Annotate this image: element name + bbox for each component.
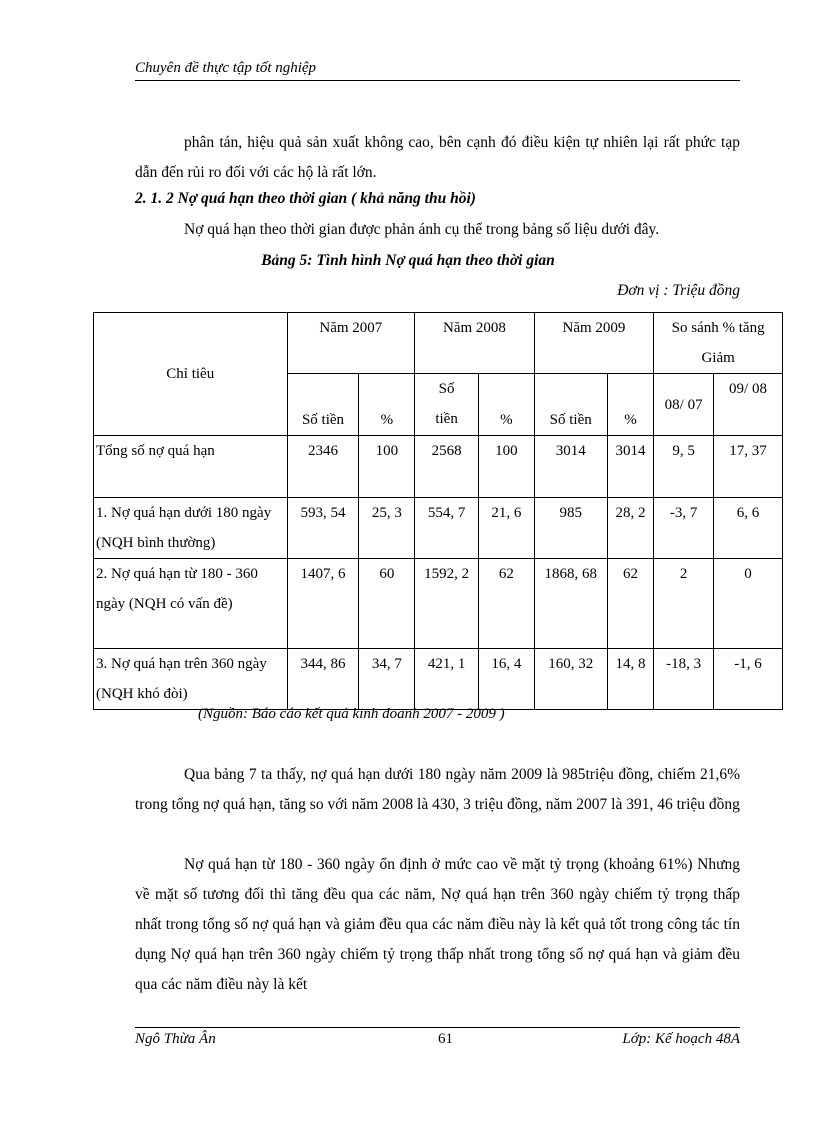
- cell-amount-2009: 3014: [534, 436, 607, 498]
- header-percent-2007: %: [359, 374, 415, 436]
- cell-amount-2007: 344, 86: [287, 649, 359, 710]
- cell-compare-0807: 2: [654, 559, 714, 649]
- row-label: 1. Nợ quá hạn dưới 180 ngày (NQH bình thường): [94, 498, 288, 559]
- page-footer: [135, 1027, 740, 1050]
- cell-compare-0807: -18, 3: [654, 649, 714, 710]
- cell-percent-2007: 100: [359, 436, 415, 498]
- table-row: [94, 559, 783, 649]
- cell-amount-2009: 985: [534, 498, 607, 559]
- row-label: Tổng số nợ quá hạn: [94, 436, 288, 498]
- header-indicator: Chỉ tiêu: [94, 313, 288, 436]
- analysis-paragraph-2: Nợ quá hạn từ 180 - 360 ngày ổn định ở mức cao về mặt tỷ trọng (khoảng 61%) Nhưng về mặt số tương đối thì tăng đều qua các năm, Nợ quá hạn trên 360 ngày chiếm tỷ trọng thấp nhất trong tổng số nợ quá hạn và giảm đều qua các năm điều này là kết quả tốt trong công tác tín dụng Nợ quá hạn trên 360 ngày chiếm tỷ trọng thấp nhất trong tổng số nợ quá hạn và giảm đều qua các năm điều này là kết: [135, 856, 740, 993]
- header-amount-2007: Số tiền: [287, 374, 359, 436]
- table-unit: Đơn vị : Triệu đồng: [617, 282, 740, 299]
- header-year-2007: Năm 2007: [287, 313, 415, 374]
- cell-amount-2007: 593, 54: [287, 498, 359, 559]
- row-label: 2. Nợ quá hạn từ 180 - 360 ngày (NQH có vấn đề): [94, 559, 288, 649]
- cell-percent-2009: 62: [607, 559, 654, 649]
- cell-compare-0807: 9, 5: [654, 436, 714, 498]
- cell-amount-2008: 421, 1: [415, 649, 479, 710]
- cell-percent-2007: 34, 7: [359, 649, 415, 710]
- cell-percent-2009: 3014: [607, 436, 654, 498]
- overdue-debt-table: [93, 312, 783, 710]
- table-source: (Nguồn: Báo cáo kết quả kinh doanh 2007 - 2009 ): [198, 706, 505, 722]
- header-percent-2009: %: [607, 374, 654, 436]
- header-year-2008: Năm 2008: [415, 313, 535, 374]
- header-percent-2008: %: [479, 374, 535, 436]
- cell-compare-0908: -1, 6: [714, 649, 783, 710]
- cell-amount-2007: 1407, 6: [287, 559, 359, 649]
- cell-percent-2008: 21, 6: [479, 498, 535, 559]
- cell-amount-2008: 554, 7: [415, 498, 479, 559]
- cell-amount-2009: 160, 32: [534, 649, 607, 710]
- footer-class: Lớp: Kế hoạch 48A: [622, 1031, 740, 1047]
- cell-percent-2009: 14, 8: [607, 649, 654, 710]
- table-header-row: [94, 313, 783, 374]
- footer-author: Ngô Thừa Ân: [135, 1031, 216, 1047]
- header-compare-0908: 09/ 08: [714, 374, 783, 436]
- cell-compare-0908: 0: [714, 559, 783, 649]
- section-intro: Nợ quá hạn theo thời gian được phản ánh cụ thể trong bảng số liệu dưới đây.: [184, 221, 660, 238]
- cell-percent-2007: 60: [359, 559, 415, 649]
- analysis-paragraph-1: Qua bảng 7 ta thấy, nợ quá hạn dưới 180 ngày năm 2009 là 985triệu đồng, chiếm 21,6% trong tổng nợ quá hạn, tăng so với năm 2008 là 430, 3 triệu đồng, năm 2007 là 391, 46 triệu đồng: [135, 766, 740, 813]
- cell-amount-2008: 2568: [415, 436, 479, 498]
- cell-percent-2007: 25, 3: [359, 498, 415, 559]
- table-row: [94, 498, 783, 559]
- page-header: [135, 58, 740, 81]
- intro-paragraph: phân tán, hiệu quả sản xuất không cao, bên cạnh đó điều kiện tự nhiên lại rất phức tạp dẫn đến rủi ro đối với các hộ là rất lớn.: [135, 134, 740, 181]
- header-amount-2009: Số tiền: [534, 374, 607, 436]
- cell-amount-2009: 1868, 68: [534, 559, 607, 649]
- header-amount-2008: Số tiền: [415, 374, 479, 436]
- section-heading: 2. 1. 2 Nợ quá hạn theo thời gian ( khả năng thu hồi): [135, 190, 476, 207]
- cell-compare-0807: -3, 7: [654, 498, 714, 559]
- table-row: [94, 649, 783, 710]
- table-caption: Bảng 5: Tình hình Nợ quá hạn theo thời gian: [261, 252, 555, 269]
- cell-compare-0908: 6, 6: [714, 498, 783, 559]
- cell-percent-2008: 100: [479, 436, 535, 498]
- header-compare-0807: 08/ 07: [654, 374, 714, 436]
- cell-compare-0908: 17, 37: [714, 436, 783, 498]
- cell-percent-2008: 16, 4: [479, 649, 535, 710]
- header-title: Chuyên đề thực tập tốt nghiệp: [135, 60, 317, 76]
- cell-amount-2007: 2346: [287, 436, 359, 498]
- cell-percent-2009: 28, 2: [607, 498, 654, 559]
- cell-amount-2008: 1592, 2: [415, 559, 479, 649]
- table-row: [94, 436, 783, 498]
- cell-percent-2008: 62: [479, 559, 535, 649]
- page-number: 61: [438, 1031, 453, 1047]
- header-year-2009: Năm 2009: [534, 313, 654, 374]
- header-compare: So sánh % tăng Giảm: [654, 313, 783, 374]
- row-label: 3. Nợ quá hạn trên 360 ngày (NQH khó đòi): [94, 649, 288, 710]
